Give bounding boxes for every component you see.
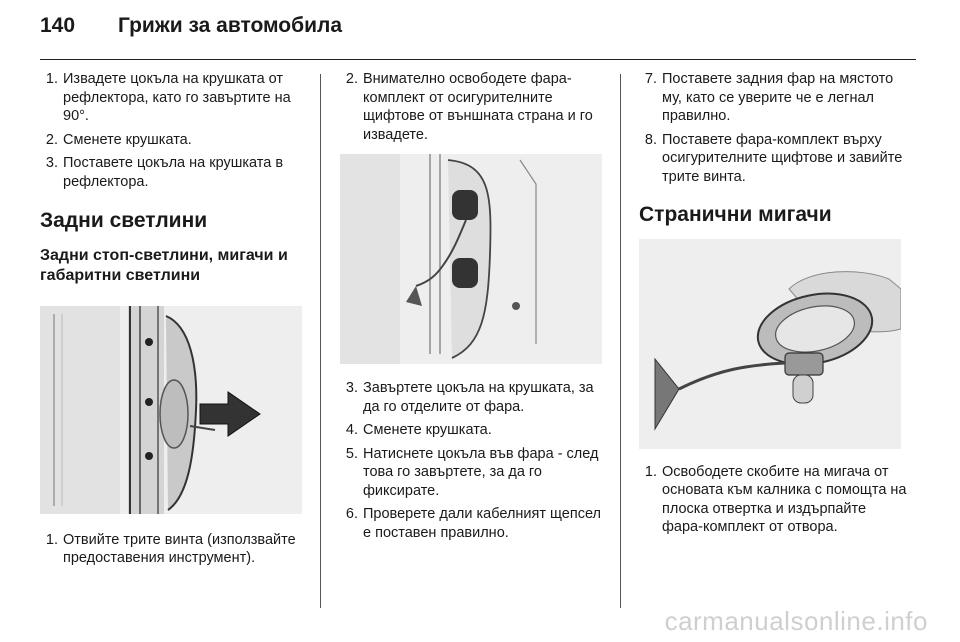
page-header (40, 14, 342, 38)
watermark: carmanualsonline.info (664, 606, 928, 636)
column-3 (639, 70, 907, 542)
column-2 (340, 70, 602, 547)
list-item: 6. Проверете дали кабелният щепсел е поставен правилно. (345, 506, 602, 541)
list-item: 1. Отвийте трите винта (използвайте предоставения инструмент). (45, 531, 296, 566)
header-rule (40, 59, 916, 60)
figure-light-cluster-removed (340, 154, 602, 364)
list-item: 4. Сменете крушката. (345, 422, 492, 438)
list-item: 7. Поставете задния фар на мястото му, като се уверите че е легнал правилно. (644, 71, 894, 124)
steps-list (40, 70, 302, 191)
steps-list (340, 70, 602, 144)
subsection-heading: Задни стоп-светлини, мигачи и габаритни светлини (40, 246, 288, 284)
page-number: 140 (40, 14, 76, 37)
figure-side-indicator (639, 239, 901, 449)
steps-list (639, 463, 907, 537)
page-title: Грижи за автомобила (118, 14, 343, 37)
list-item: 5. Натиснете цокъла във фара - след това го завъртете, за да го фиксирате. (345, 445, 599, 499)
column-1 (40, 70, 302, 573)
list-item: 1. Извадете цокъла на крушката от рефлектора, като го завъртите на 90°. (45, 71, 291, 124)
section-heading: Странични мигачи (639, 203, 832, 226)
rear-light-illustration (40, 306, 302, 514)
side-indicator-illustration (639, 239, 901, 449)
list-item: 3. Завъртете цокъла на крушката, за да го отделите от фара. (345, 380, 594, 415)
light-cluster-illustration (340, 154, 602, 364)
steps-list (40, 531, 302, 568)
list-item: 1. Освободете скобите на мигача от основата към калника с помощта на плоска отвертка и издърпайте фара-комплект от отвора. (644, 463, 907, 535)
column-divider (620, 74, 621, 608)
list-item: 3. Поставете цокъла на крушката в рефлектора. (45, 155, 284, 190)
list-item: 2. Сменете крушката. (45, 131, 192, 148)
steps-list (340, 379, 602, 542)
steps-list (639, 70, 907, 186)
column-divider (320, 74, 321, 608)
figure-rear-light-screws (40, 306, 302, 514)
list-item: 8. Поставете фара-комплект върху осигурителните щифтове и завийте трите винта. (644, 131, 903, 185)
section-heading: Задни светлини (40, 209, 208, 232)
list-item: 2. Внимателно освободете фара-комплект от осигурителните щифтове от външната страна и го извадете. (345, 71, 593, 143)
